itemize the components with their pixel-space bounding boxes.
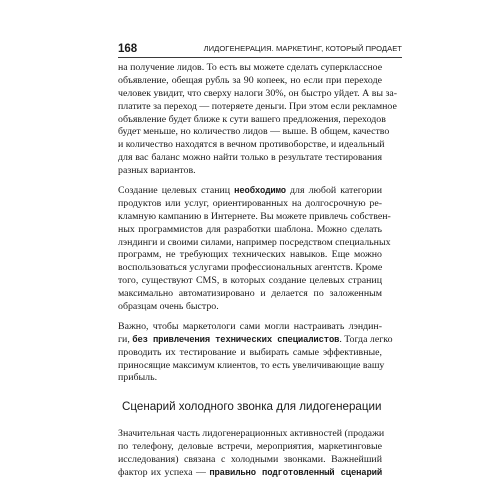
text-line: разных вариантов.: [118, 165, 196, 177]
paragraph-gap: [118, 314, 382, 321]
text-run: Создание целевых станиц: [118, 185, 235, 197]
text-line: человек увидит, что сверху налоги 30%, он быстро уйдет. А вы за-: [118, 87, 398, 99]
page-body: [118, 62, 398, 480]
text-line: Значительная часть лидогенерационных активностей (продажи: [118, 428, 385, 440]
paragraph-gap: [118, 178, 382, 185]
text-line: на получение лидов. То есть вы можете сделать суперклассное: [118, 62, 383, 73]
text-line: воспользоваться услугами профессиональных агентств. Кроме: [118, 262, 383, 274]
text-run: . Тогда легко: [339, 333, 393, 345]
page-number: 168: [118, 43, 138, 55]
paragraph-2: [118, 185, 391, 314]
text-line: исследования) связана с холодными звонками. Важнейший: [118, 454, 382, 466]
text-line: проводить их тестирование и выбирать самые эффективные,: [118, 346, 382, 358]
section-gap: [118, 385, 382, 399]
text-line: кламную кампанию в Интернете. Вы можете привлечь собствен-: [118, 210, 391, 222]
section-heading: Сценарий холодного звонка для лидогенерации: [122, 400, 382, 414]
text-line: образцам очень быстро.: [118, 301, 219, 313]
paragraph-1: [118, 62, 398, 178]
text-line: того, существуют CMS, в которых создание целевых страниц: [118, 275, 382, 287]
text-line: лэндинги и своими силами, например посредством специальных: [118, 236, 391, 248]
text-line: [118, 333, 393, 347]
text-line: платите за переход — потеряете деньги. При этом если рекламное: [118, 100, 397, 112]
text-line: приносящие максимум клиентов, то есть увеличивающие вашу: [118, 359, 385, 371]
text-line: прибыль.: [118, 372, 158, 384]
text-line: объявление, обещая рубль за 90 копеек, но если при переходе: [118, 74, 382, 86]
paragraph-3: [118, 320, 393, 385]
section-paragraph: [118, 428, 385, 480]
text-line: ных программистов для разработки шаблона. Можно сделать: [118, 223, 382, 235]
text-line: будет меньше, но количество лидов — выше. В общем, качество: [118, 126, 390, 138]
emphasis-text: без привлечения технических специалистов: [132, 334, 340, 345]
text-line: для вас баланс можно найти только в результате тестирования: [118, 152, 382, 164]
text-run: ги,: [118, 333, 133, 345]
emphasis-text: правильно подготовленный сценарий: [209, 468, 383, 479]
running-head: ЛИДОГЕНЕРАЦИЯ. МАРКЕТИНГ, КОТОРЫЙ ПРОДАЕТ: [203, 44, 402, 53]
text-line: программ, не требующих технических навыков. Еще можно: [118, 249, 382, 261]
text-run: для любой категории: [285, 185, 382, 197]
text-line: Важно, чтобы маркетологи сами могли настраивать лэндин-: [118, 320, 382, 332]
text-line: и количество находятся в вечном противоборстве, и идеальный: [118, 139, 385, 151]
text-line: [118, 467, 382, 480]
text-run: фактор их успеха —: [118, 467, 210, 479]
section-gap: [118, 414, 382, 428]
header-rule: [118, 57, 402, 58]
page-header: [118, 42, 402, 56]
text-line: по телефону, деловые встречи, мероприятия, маркетинговые: [118, 441, 382, 453]
text-line: продуктов или услуг, ориентированных на долгосрочную ре-: [118, 197, 382, 209]
emphasis-text: необходимо: [234, 186, 286, 197]
text-line: [118, 185, 382, 198]
text-line: объявление будет ближе к сути вашего предложения, переходов: [118, 113, 386, 125]
text-line: максимально автоматизировано и делается по заложенным: [118, 288, 382, 300]
